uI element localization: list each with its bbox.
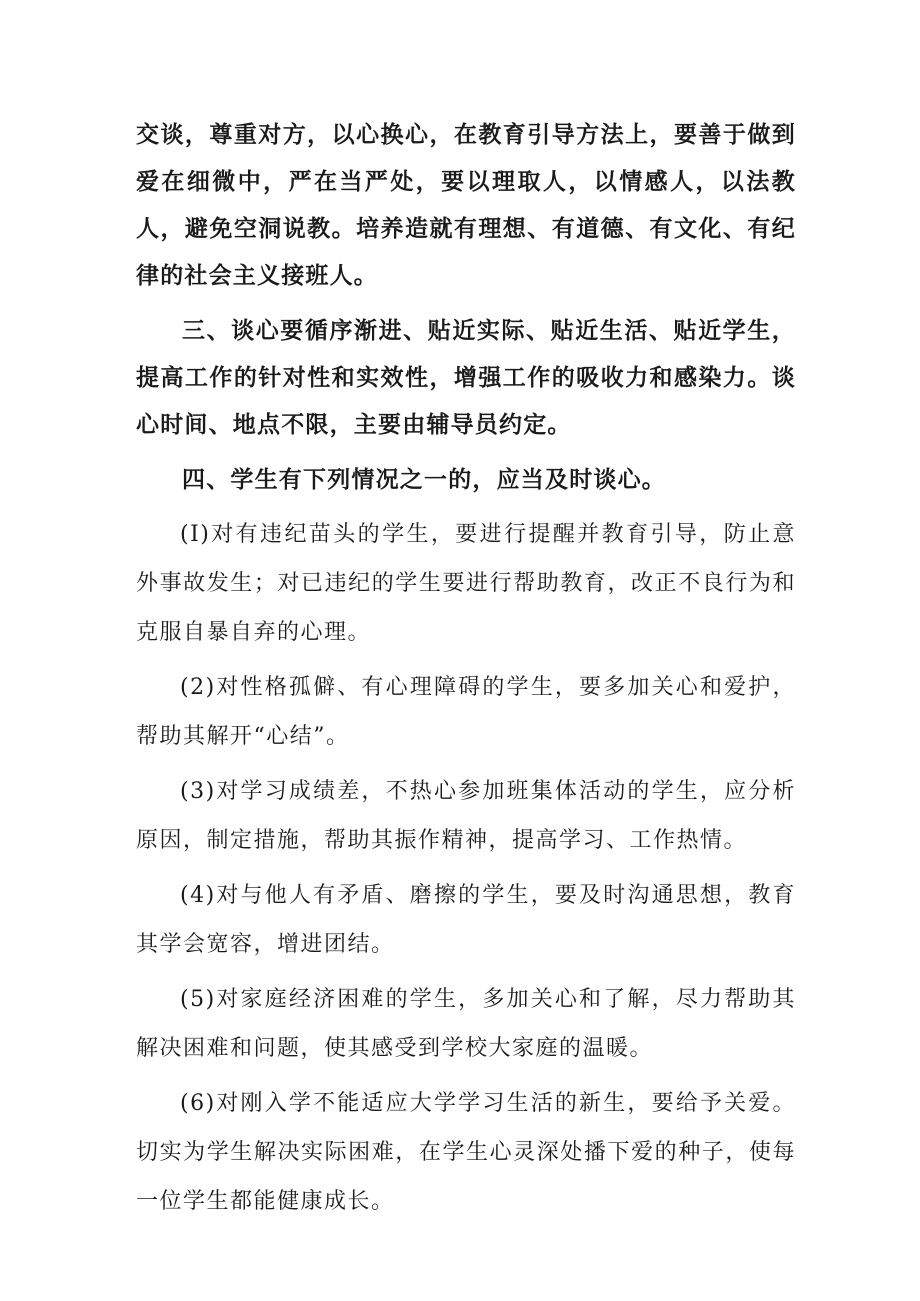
list-item-4: (4)对与他人有矛盾、磨擦的学生，要及时沟通思想，教育其学会宽容，增进团结。 xyxy=(136,883,796,957)
list-item-6: (6)对刚入学不能适应大学学习生活的新生，要给予关爱。切实为学生解决实际困难，在学生心灵深处播下爱的种子，使每一位学生都能健康成长。 xyxy=(136,1091,796,1214)
paragraph-section-three: 三、谈心要循序渐进、贴近实际、贴近生活、贴近学生，提高工作的针对性和实效性，增强工作的吸收力和感染力。谈心时间、地点不限，主要由辅导员约定。 xyxy=(136,318,796,438)
paragraph-continuation: 交谈，尊重对方，以心换心，在教育引导方法上，要善于做到爱在细微中，严在当严处，要以理取人，以情感人，以法教人，避免空洞说教。培养造就有理想、有道德、有文化、有纪律的社会主义接班人。 xyxy=(136,122,796,289)
document-body xyxy=(136,112,796,1226)
list-item-1: (I)对有违纪苗头的学生，要进行提醒并教育引导，防止意外事故发生；对已违纪的学生要进行帮助教育，改正不良行为和克服自暴自弃的心理。 xyxy=(136,522,796,645)
list-item-2: (2)对性格孤僻、有心理障碍的学生，要多加关心和爱护，帮助其解开“心结”。 xyxy=(136,675,796,749)
list-item-3: (3)对学习成绩差，不热心参加班集体活动的学生，应分析原因，制定措施，帮助其振作精神，提高学习、工作热情。 xyxy=(136,779,796,853)
list-item-5: (5)对家庭经济困难的学生，多加关心和了解，尽力帮助其解决困难和问题，使其感受到学校大家庭的温暖。 xyxy=(136,987,796,1061)
paragraph-section-four: 四、学生有下列情况之一的，应当及时谈心。 xyxy=(182,467,666,493)
